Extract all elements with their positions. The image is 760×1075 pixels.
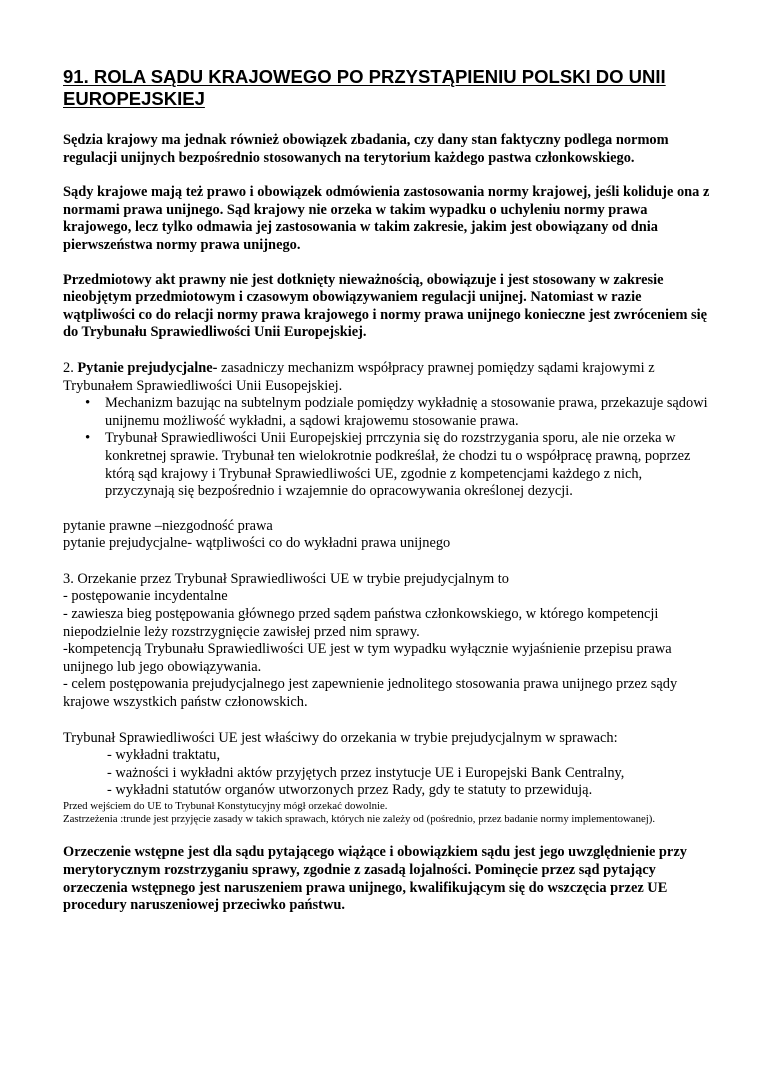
small-note: Zastrzeżenia :trunde jest przyjęcie zasady w takich sprawach, których nie zależy od (pośrednio, przez badanie normy implementowanej).: [63, 813, 656, 826]
small-note: Przed wejściem do UE to Trybunał Konstytucyjny mógł orzekać dowolnie.: [63, 800, 388, 812]
page-title: 91. ROLA SĄDU KRAJOWEGO PO PRZYSTĄPIENIU POLSKI DO UNII EUROPEJSKIEJ: [63, 66, 666, 109]
section-3-line: - celem postępowania prejudycjalnego jest zapewnienie jednolitego stosowania prawa unijnego przez sądy krajowe wszystkich państw członowskich.: [63, 676, 678, 711]
section-3: [63, 571, 713, 712]
bold-paragraph-3: Przedmiotowy akt prawny nie jest dotknięty nieważnością, obowiązuje i jest stosowany w zakresie nieobjętym przedmiotowym i czasowym obowiązywaniem regulacji unijnej. Natomiast w razie wątpliwości co do relacji normy prawa krajowego i normy prawa unijnego konieczne jest zwróceniem się do Trybunału Sprawiedliwości Unii Europejskiej.: [63, 271, 708, 341]
final-bold-paragraph: Orzeczenie wstępne jest dla sądu pytającego wiążące i obowiązkiem sądu jest jego uwzględnienie przy merytorycznym rozstrzyganiu sprawy, zgodnie z zasadą lojalności. Pominęcie przez sąd pytający orzeczenia wstępnego jest naruszeniem prawa unijnego, kwalifikującym się do wszczęcia przez UE procedury naruszeniowej przeciwko państwu.: [63, 844, 687, 914]
definition-line: pytanie prawne –niezgodność prawa: [63, 517, 273, 534]
document-page: [63, 66, 713, 915]
bullet-item: • Mechanizm bazując na subtelnym podziale pomiędzy wykładnię a stosowanie prawa, przekazuje sądowi unijnemu możliwość wykładni, a sądowi krajowemu stosowanie prawa.: [63, 395, 713, 430]
definition-line: pytanie prejudycjalne- wątpliwości co do wykładni prawa unijnego: [63, 535, 451, 552]
definitions: [63, 518, 713, 553]
section-3-line: - postępowanie incydentalne: [63, 588, 228, 605]
section-3-line: 3. Orzekanie przez Trybunał Sprawiedliwości UE w trybie prejudycjalnym to: [63, 570, 509, 587]
section-2-bullet-list: [63, 395, 713, 501]
section-4: [63, 730, 713, 827]
section-2-heading: [63, 360, 713, 395]
section-4-item: - ważności i wykładni aktów przyjętych przez instytucje UE i Europejski Bank Centralny,: [107, 764, 625, 781]
section-4-item: - wykładni traktatu,: [107, 747, 221, 764]
section-4-intro: Trybunał Sprawiedliwości UE jest właściwy do orzekania w trybie prejudycjalnym w sprawach:: [63, 729, 618, 746]
section-2-term: Pytanie prejudycjalne-: [77, 359, 218, 376]
section-2-number: 2.: [63, 359, 78, 376]
bold-paragraph-1: Sędzia krajowy ma jednak również obowiązek zbadania, czy dany stan faktyczny podlega normom regulacji unijnych bezpośrednio stosowanych na terytorium każdego pastwa członkowskiego.: [63, 132, 669, 166]
section-2-text: zasadniczy mechanizm współpracy prawnej pomiędzy sądami krajowymi z Trybunałem Sprawiedliwości Unii Eusopejskiej.: [63, 359, 655, 394]
section-4-item: - wykładni statutów organów utworzonych przez Rady, gdy te statuty to przewidują.: [107, 782, 593, 799]
section-3-line: -kompetencją Trybunału Sprawiedliwości UE jest w tym wypadku wyłącznie wyjaśnienie przepisu prawa unijnego lub jego obowiązywania.: [63, 641, 672, 675]
bullet-item: • Trybunał Sprawiedliwości Unii Europejskiej prrczynia się do rozstrzygania sporu, ale nie orzeka w konkretnej sprawie. Trybunał ten wielokrotnie podkreślał, że chodzi tu o współpracę prawną, poprzez którą sąd krajowy i Trybunał Sprawiedliwości UE, zgodnie z kompetencjami każdego z nich, przyczynają się bezpośrednio i wzajemnie do opracowywania określonej dezycji.: [63, 430, 713, 500]
bold-paragraph-2: Sądy krajowe mają też prawo i obowiązek odmówienia zastosowania normy krajowej, jeśli koliduje ona z normami prawa unijnego. Sąd krajowy nie orzeka w takim wypadku o uchyleniu normy prawa krajowego, lecz tylko odmawia jej zastosowania w takim zakresie, jakim jest obowiązany od dnia pierwszeństwa normy prawa unijnego.: [63, 184, 710, 253]
section-3-line: - zawiesza bieg postępowania głównego przed sądem państwa członkowskiego, w którego kompetencji niepodzielnie leży rozstrzygnięcie zawisłej przed nim sprawy.: [63, 606, 659, 640]
